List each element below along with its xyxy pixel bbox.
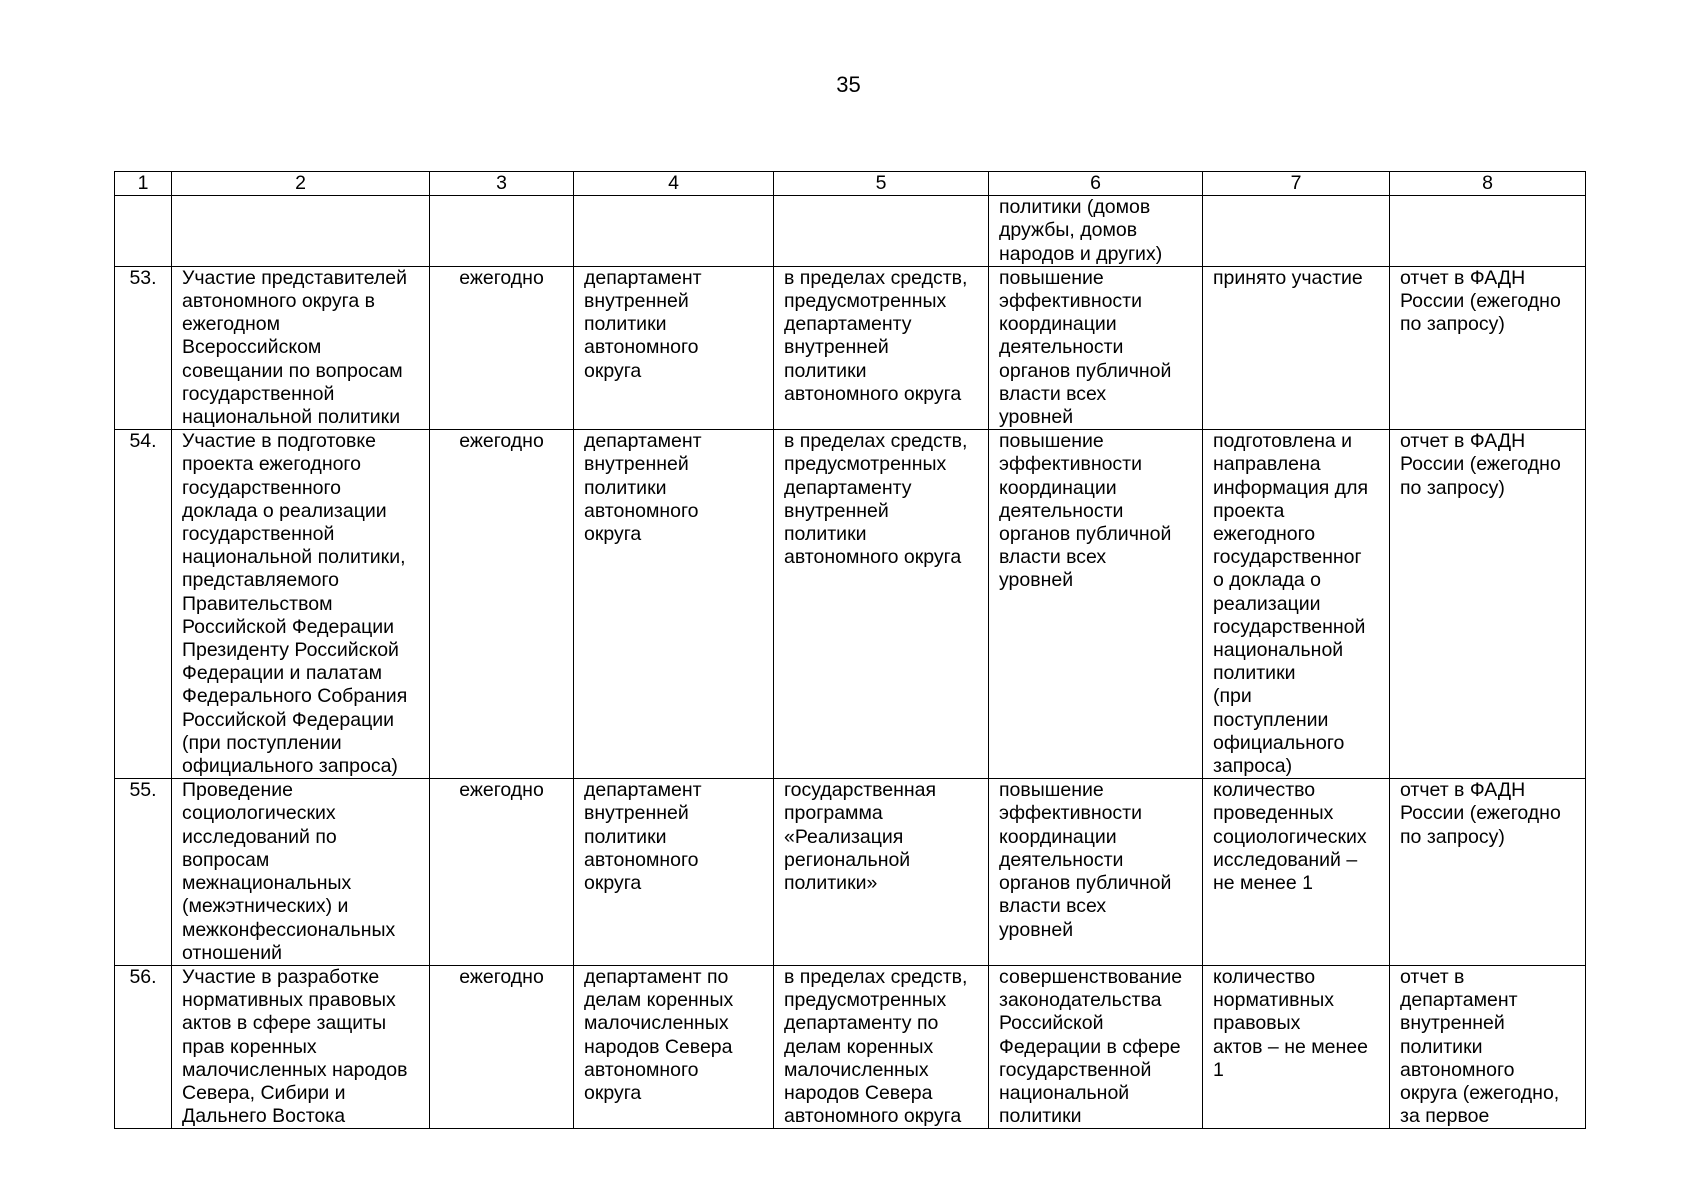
funding-cell: в пределах средств, предусмотренных департаменту внутренней политики автономного округа [774, 266, 989, 429]
period-cell: ежегодно [430, 779, 574, 966]
column-header: 7 [1203, 172, 1390, 196]
table-row [115, 779, 1586, 966]
report-cell [1390, 196, 1586, 267]
row-number: 54. [115, 430, 172, 779]
result-cell: повышение эффективности координации деятельности органов публичной власти всех уровней [989, 779, 1203, 966]
column-header: 5 [774, 172, 989, 196]
indicator-cell: количество проведенных социологических исследований – не менее 1 [1203, 779, 1390, 966]
column-header: 1 [115, 172, 172, 196]
period-cell: ежегодно [430, 965, 574, 1128]
column-number-row [115, 172, 1586, 196]
executor-cell [574, 196, 774, 267]
period-cell: ежегодно [430, 430, 574, 779]
measure-cell: Участие в подготовке проекта ежегодного государственного доклада о реализации государственной национальной политики, представляемого Правительством Российской Федерации Президенту Российской Федерации и палатам Федерального Собрания Российской Федерации (при поступлении официального запроса) [172, 430, 430, 779]
result-cell: повышение эффективности координации деятельности органов публичной власти всех уровней [989, 266, 1203, 429]
indicator-cell [1203, 196, 1390, 267]
funding-cell: в пределах средств, предусмотренных департаменту по делам коренных малочисленных народов Севера автономного округа [774, 965, 989, 1128]
indicator-cell: количество нормативных правовых актов – не менее 1 [1203, 965, 1390, 1128]
report-cell: отчет в ФАДН России (ежегодно по запросу) [1390, 430, 1586, 779]
row-number [115, 196, 172, 267]
table-row [115, 965, 1586, 1128]
executor-cell: департамент внутренней политики автономного округа [574, 779, 774, 966]
funding-cell: государственная программа «Реализация региональной политики» [774, 779, 989, 966]
measure-cell: Участие в разработке нормативных правовых актов в сфере защиты прав коренных малочисленных народов Севера, Сибири и Дальнего Востока [172, 965, 430, 1128]
report-cell: отчет в ФАДН России (ежегодно по запросу) [1390, 779, 1586, 966]
funding-cell: в пределах средств, предусмотренных департаменту внутренней политики автономного округа [774, 430, 989, 779]
measure-cell [172, 196, 430, 267]
row-number: 55. [115, 779, 172, 966]
measure-cell: Участие представителей автономного округа в ежегодном Всероссийском совещании по вопросам государственной национальной политики [172, 266, 430, 429]
result-cell: повышение эффективности координации деятельности органов публичной власти всех уровней [989, 430, 1203, 779]
column-header: 3 [430, 172, 574, 196]
executor-cell: департамент по делам коренных малочисленных народов Севера автономного округа [574, 965, 774, 1128]
table-row [115, 266, 1586, 429]
indicator-cell: принято участие [1203, 266, 1390, 429]
report-cell: отчет в ФАДН России (ежегодно по запросу) [1390, 266, 1586, 429]
column-header: 8 [1390, 172, 1586, 196]
report-cell: отчет в департамент внутренней политики автономного округа (ежегодно, за первое [1390, 965, 1586, 1128]
plan-table [114, 171, 1586, 1129]
funding-cell [774, 196, 989, 267]
table-row [115, 196, 1586, 267]
executor-cell: департамент внутренней политики автономного округа [574, 266, 774, 429]
result-cell: политики (домов дружбы, домов народов и других) [989, 196, 1203, 267]
column-header: 4 [574, 172, 774, 196]
row-number: 56. [115, 965, 172, 1128]
row-number: 53. [115, 266, 172, 429]
executor-cell: департамент внутренней политики автономного округа [574, 430, 774, 779]
column-header: 6 [989, 172, 1203, 196]
table-row [115, 430, 1586, 779]
result-cell: совершенствование законодательства Российской Федерации в сфере государственной национальной политики [989, 965, 1203, 1128]
column-header: 2 [172, 172, 430, 196]
measure-cell: Проведение социологических исследований по вопросам межнациональных (межэтнических) и межконфессиональных отношений [172, 779, 430, 966]
period-cell: ежегодно [430, 266, 574, 429]
period-cell [430, 196, 574, 267]
indicator-cell: подготовлена и направлена информация для проекта ежегодного государственног о доклада о реализации государственной национальной политики (при поступлении официального запроса) [1203, 430, 1390, 779]
page-number: 35 [836, 72, 861, 97]
